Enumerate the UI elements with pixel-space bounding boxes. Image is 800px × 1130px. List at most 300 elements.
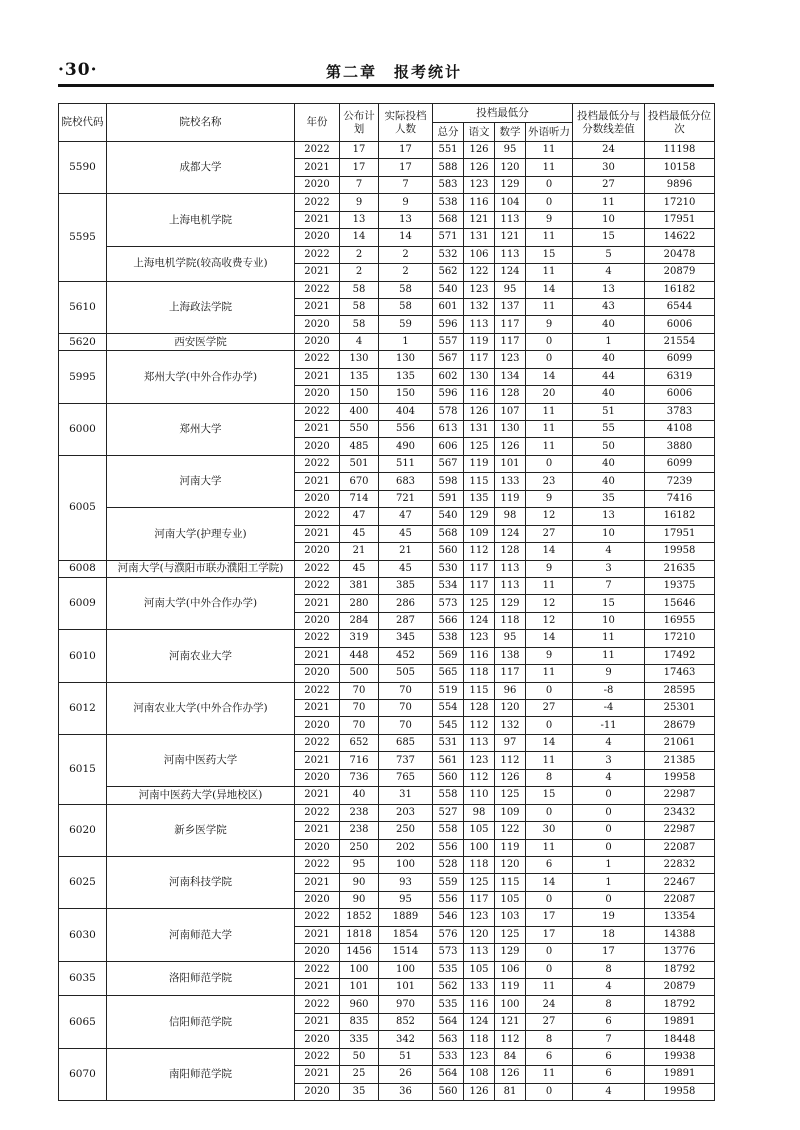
plan-cell: 960 xyxy=(340,996,379,1013)
total-cell: 566 xyxy=(433,612,464,629)
math-cell: 95 xyxy=(495,630,526,647)
chinese-cell: 119 xyxy=(464,333,495,350)
year-cell: 2020 xyxy=(295,1031,340,1048)
school-name-cell: 河南大学(与濮阳市联办濮阳工学院) xyxy=(107,560,295,577)
plan-cell: 714 xyxy=(340,490,379,507)
year-cell: 2020 xyxy=(295,891,340,908)
enrolled-cell: 1854 xyxy=(379,926,433,943)
total-cell: 563 xyxy=(433,1031,464,1048)
year-cell: 2022 xyxy=(295,560,340,577)
rank-cell: 6006 xyxy=(645,386,715,403)
diff-cell: 8 xyxy=(573,961,645,978)
school-code-cell: 6012 xyxy=(59,682,107,734)
plan-cell: 135 xyxy=(340,368,379,385)
total-cell: 540 xyxy=(433,508,464,525)
listening-cell: 12 xyxy=(526,595,573,612)
rank-cell: 6099 xyxy=(645,455,715,472)
page-header xyxy=(58,60,714,82)
total-cell: 596 xyxy=(433,316,464,333)
rank-cell: 6099 xyxy=(645,351,715,368)
plan-cell: 238 xyxy=(340,822,379,839)
listening-cell: 14 xyxy=(526,734,573,751)
listening-cell: 17 xyxy=(526,926,573,943)
school-name-cell: 南阳师范学院 xyxy=(107,1048,295,1100)
chinese-cell: 131 xyxy=(464,421,495,438)
table-row xyxy=(59,787,715,804)
rank-cell: 20478 xyxy=(645,246,715,263)
diff-cell: -11 xyxy=(573,717,645,734)
plan-cell: 319 xyxy=(340,630,379,647)
listening-cell: 11 xyxy=(526,229,573,246)
chinese-cell: 125 xyxy=(464,438,495,455)
col-header-name: 院校名称 xyxy=(107,104,295,142)
year-cell: 2022 xyxy=(295,455,340,472)
total-cell: 601 xyxy=(433,298,464,315)
diff-cell: 11 xyxy=(573,194,645,211)
plan-cell: 1852 xyxy=(340,909,379,926)
enrolled-cell: 737 xyxy=(379,752,433,769)
chinese-cell: 116 xyxy=(464,386,495,403)
col-header-total: 总分 xyxy=(433,123,464,142)
listening-cell: 27 xyxy=(526,525,573,542)
math-cell: 109 xyxy=(495,804,526,821)
total-cell: 591 xyxy=(433,490,464,507)
listening-cell: 0 xyxy=(526,194,573,211)
math-cell: 124 xyxy=(495,264,526,281)
enrolled-cell: 130 xyxy=(379,351,433,368)
math-cell: 130 xyxy=(495,421,526,438)
diff-cell: 11 xyxy=(573,630,645,647)
plan-cell: 1818 xyxy=(340,926,379,943)
year-cell: 2021 xyxy=(295,421,340,438)
school-code-cell: 6009 xyxy=(59,577,107,629)
diff-cell: 3 xyxy=(573,752,645,769)
col-header-chinese: 语文 xyxy=(464,123,495,142)
year-cell: 2020 xyxy=(295,386,340,403)
plan-cell: 70 xyxy=(340,682,379,699)
enrolled-cell: 58 xyxy=(379,298,433,315)
table-row xyxy=(59,333,715,350)
plan-cell: 335 xyxy=(340,1031,379,1048)
chinese-cell: 115 xyxy=(464,682,495,699)
rank-cell: 25301 xyxy=(645,700,715,717)
plan-cell: 70 xyxy=(340,700,379,717)
math-cell: 117 xyxy=(495,333,526,350)
diff-cell: 8 xyxy=(573,996,645,1013)
diff-cell: 18 xyxy=(573,926,645,943)
diff-cell: 11 xyxy=(573,647,645,664)
total-cell: 588 xyxy=(433,159,464,176)
school-code-cell: 6030 xyxy=(59,909,107,961)
year-cell: 2020 xyxy=(295,176,340,193)
total-cell: 561 xyxy=(433,752,464,769)
table-row xyxy=(59,577,715,594)
chinese-cell: 116 xyxy=(464,647,495,664)
listening-cell: 0 xyxy=(526,1083,573,1100)
diff-cell: 51 xyxy=(573,403,645,420)
math-cell: 97 xyxy=(495,734,526,751)
chinese-cell: 105 xyxy=(464,961,495,978)
year-cell: 2022 xyxy=(295,403,340,420)
enrolled-cell: 2 xyxy=(379,264,433,281)
table-row xyxy=(59,856,715,873)
chinese-cell: 123 xyxy=(464,909,495,926)
plan-cell: 736 xyxy=(340,769,379,786)
rank-cell: 19891 xyxy=(645,1066,715,1083)
school-code-cell: 6008 xyxy=(59,560,107,577)
enrolled-cell: 852 xyxy=(379,1013,433,1030)
year-cell: 2022 xyxy=(295,577,340,594)
plan-cell: 45 xyxy=(340,525,379,542)
plan-cell: 284 xyxy=(340,612,379,629)
chinese-cell: 98 xyxy=(464,804,495,821)
listening-cell: 8 xyxy=(526,1031,573,1048)
listening-cell: 0 xyxy=(526,682,573,699)
listening-cell: 0 xyxy=(526,804,573,821)
total-cell: 564 xyxy=(433,1066,464,1083)
table-row xyxy=(59,194,715,211)
col-header-code: 院校代码 xyxy=(59,104,107,142)
year-cell: 2020 xyxy=(295,490,340,507)
math-cell: 113 xyxy=(495,560,526,577)
plan-cell: 13 xyxy=(340,211,379,228)
diff-cell: 40 xyxy=(573,473,645,490)
math-cell: 122 xyxy=(495,822,526,839)
rank-cell: 19938 xyxy=(645,1048,715,1065)
rank-cell: 16182 xyxy=(645,508,715,525)
enrolled-cell: 135 xyxy=(379,368,433,385)
year-cell: 2020 xyxy=(295,229,340,246)
listening-cell: 0 xyxy=(526,891,573,908)
math-cell: 137 xyxy=(495,298,526,315)
listening-cell: 12 xyxy=(526,508,573,525)
chinese-cell: 126 xyxy=(464,159,495,176)
enrolled-cell: 95 xyxy=(379,891,433,908)
year-cell: 2022 xyxy=(295,246,340,263)
school-code-cell: 5610 xyxy=(59,281,107,333)
enrolled-cell: 36 xyxy=(379,1083,433,1100)
total-cell: 558 xyxy=(433,787,464,804)
enrolled-cell: 342 xyxy=(379,1031,433,1048)
diff-cell: 30 xyxy=(573,159,645,176)
enrolled-cell: 101 xyxy=(379,979,433,996)
total-cell: 606 xyxy=(433,438,464,455)
chinese-cell: 116 xyxy=(464,194,495,211)
enrolled-cell: 250 xyxy=(379,822,433,839)
listening-cell: 0 xyxy=(526,961,573,978)
rank-cell: 19891 xyxy=(645,1013,715,1030)
math-cell: 95 xyxy=(495,142,526,159)
year-cell: 2021 xyxy=(295,822,340,839)
total-cell: 545 xyxy=(433,717,464,734)
rank-cell: 20879 xyxy=(645,264,715,281)
chinese-cell: 124 xyxy=(464,612,495,629)
rank-cell: 6544 xyxy=(645,298,715,315)
math-cell: 104 xyxy=(495,194,526,211)
enrolled-cell: 511 xyxy=(379,455,433,472)
chinese-cell: 126 xyxy=(464,142,495,159)
diff-cell: 17 xyxy=(573,944,645,961)
enrolled-cell: 100 xyxy=(379,961,433,978)
school-code-cell: 6025 xyxy=(59,856,107,908)
school-name-cell: 上海电机学院 xyxy=(107,194,295,246)
rank-cell: 15646 xyxy=(645,595,715,612)
chinese-cell: 112 xyxy=(464,717,495,734)
school-name-cell: 河南大学(护理专业) xyxy=(107,508,295,560)
listening-cell: 0 xyxy=(526,944,573,961)
plan-cell: 35 xyxy=(340,1083,379,1100)
math-cell: 112 xyxy=(495,1031,526,1048)
diff-cell: -4 xyxy=(573,700,645,717)
total-cell: 556 xyxy=(433,891,464,908)
diff-cell: 40 xyxy=(573,455,645,472)
enrolled-cell: 404 xyxy=(379,403,433,420)
table-row xyxy=(59,734,715,751)
diff-cell: 0 xyxy=(573,804,645,821)
chinese-cell: 106 xyxy=(464,246,495,263)
chinese-cell: 123 xyxy=(464,281,495,298)
diff-cell: 15 xyxy=(573,595,645,612)
listening-cell: 0 xyxy=(526,455,573,472)
rank-cell: 21635 xyxy=(645,560,715,577)
plan-cell: 250 xyxy=(340,839,379,856)
total-cell: 576 xyxy=(433,926,464,943)
school-name-cell: 西安医学院 xyxy=(107,333,295,350)
enrolled-cell: 70 xyxy=(379,682,433,699)
year-cell: 2021 xyxy=(295,159,340,176)
year-cell: 2021 xyxy=(295,473,340,490)
rank-cell: 4108 xyxy=(645,421,715,438)
plan-cell: 501 xyxy=(340,455,379,472)
listening-cell: 0 xyxy=(526,176,573,193)
chinese-cell: 132 xyxy=(464,298,495,315)
table-row xyxy=(59,281,715,298)
rank-cell: 21554 xyxy=(645,333,715,350)
diff-cell: 44 xyxy=(573,368,645,385)
rank-cell: 16955 xyxy=(645,612,715,629)
enrolled-cell: 286 xyxy=(379,595,433,612)
school-code-cell: 6000 xyxy=(59,403,107,455)
math-cell: 129 xyxy=(495,176,526,193)
rank-cell: 22087 xyxy=(645,891,715,908)
chinese-cell: 112 xyxy=(464,769,495,786)
total-cell: 528 xyxy=(433,856,464,873)
rank-cell: 21385 xyxy=(645,752,715,769)
plan-cell: 550 xyxy=(340,421,379,438)
plan-cell: 50 xyxy=(340,1048,379,1065)
chinese-cell: 133 xyxy=(464,979,495,996)
diff-cell: 5 xyxy=(573,246,645,263)
header-rule xyxy=(58,84,714,87)
listening-cell: 11 xyxy=(526,159,573,176)
chinese-cell: 116 xyxy=(464,996,495,1013)
enrolled-cell: 45 xyxy=(379,525,433,542)
chinese-cell: 109 xyxy=(464,525,495,542)
diff-cell: 40 xyxy=(573,351,645,368)
listening-cell: 9 xyxy=(526,490,573,507)
diff-cell: 3 xyxy=(573,560,645,577)
table-row xyxy=(59,351,715,368)
rank-cell: 21061 xyxy=(645,734,715,751)
school-name-cell: 新乡医学院 xyxy=(107,804,295,856)
listening-cell: 27 xyxy=(526,700,573,717)
math-cell: 117 xyxy=(495,316,526,333)
school-code-cell: 5620 xyxy=(59,333,107,350)
page-number: ·30· xyxy=(58,60,98,80)
school-code-cell: 6005 xyxy=(59,455,107,560)
math-cell: 134 xyxy=(495,368,526,385)
col-header-listening: 外语听力 xyxy=(526,123,573,142)
table-row xyxy=(59,961,715,978)
listening-cell: 15 xyxy=(526,787,573,804)
plan-cell: 4 xyxy=(340,333,379,350)
math-cell: 119 xyxy=(495,979,526,996)
math-cell: 115 xyxy=(495,874,526,891)
math-cell: 113 xyxy=(495,246,526,263)
rank-cell: 18792 xyxy=(645,996,715,1013)
total-cell: 546 xyxy=(433,909,464,926)
year-cell: 2022 xyxy=(295,909,340,926)
diff-cell: 6 xyxy=(573,1013,645,1030)
plan-cell: 130 xyxy=(340,351,379,368)
chinese-cell: 105 xyxy=(464,822,495,839)
enrolled-cell: 765 xyxy=(379,769,433,786)
school-name-cell: 郑州大学 xyxy=(107,403,295,455)
diff-cell: 24 xyxy=(573,142,645,159)
listening-cell: 0 xyxy=(526,351,573,368)
total-cell: 533 xyxy=(433,1048,464,1065)
listening-cell: 11 xyxy=(526,142,573,159)
math-cell: 103 xyxy=(495,909,526,926)
plan-cell: 835 xyxy=(340,1013,379,1030)
school-name-cell: 河南中医药大学(异地校区) xyxy=(107,787,295,804)
rank-cell: 19958 xyxy=(645,769,715,786)
listening-cell: 9 xyxy=(526,316,573,333)
year-cell: 2020 xyxy=(295,717,340,734)
enrolled-cell: 385 xyxy=(379,577,433,594)
rank-cell: 17210 xyxy=(645,630,715,647)
plan-cell: 485 xyxy=(340,438,379,455)
rank-cell: 17492 xyxy=(645,647,715,664)
listening-cell: 14 xyxy=(526,543,573,560)
school-name-cell: 成都大学 xyxy=(107,142,295,194)
year-cell: 2020 xyxy=(295,944,340,961)
math-cell: 101 xyxy=(495,455,526,472)
year-cell: 2020 xyxy=(295,333,340,350)
col-header-year: 年份 xyxy=(295,104,340,142)
col-header-plan: 公布计划 xyxy=(340,104,379,142)
year-cell: 2020 xyxy=(295,612,340,629)
rank-cell: 14388 xyxy=(645,926,715,943)
plan-cell: 238 xyxy=(340,804,379,821)
total-cell: 560 xyxy=(433,543,464,560)
col-header-math: 数学 xyxy=(495,123,526,142)
header-row xyxy=(59,104,715,123)
table-row xyxy=(59,1048,715,1065)
chinese-cell: 126 xyxy=(464,403,495,420)
chinese-cell: 128 xyxy=(464,700,495,717)
year-cell: 2021 xyxy=(295,787,340,804)
listening-cell: 15 xyxy=(526,246,573,263)
diff-cell: 27 xyxy=(573,176,645,193)
listening-cell: 11 xyxy=(526,403,573,420)
enrolled-cell: 47 xyxy=(379,508,433,525)
chinese-cell: 121 xyxy=(464,211,495,228)
diff-cell: 1 xyxy=(573,333,645,350)
enrolled-cell: 93 xyxy=(379,874,433,891)
plan-cell: 101 xyxy=(340,979,379,996)
total-cell: 560 xyxy=(433,1083,464,1100)
school-code-cell: 5995 xyxy=(59,351,107,403)
total-cell: 534 xyxy=(433,577,464,594)
diff-cell: 0 xyxy=(573,787,645,804)
math-cell: 126 xyxy=(495,1066,526,1083)
rank-cell: 13776 xyxy=(645,944,715,961)
school-name-cell: 郑州大学(中外合作办学) xyxy=(107,351,295,403)
diff-cell: 19 xyxy=(573,909,645,926)
chinese-cell: 135 xyxy=(464,490,495,507)
total-cell: 568 xyxy=(433,525,464,542)
rank-cell: 16182 xyxy=(645,281,715,298)
col-header-diff: 投档最低分与分数线差值 xyxy=(573,104,645,142)
math-cell: 96 xyxy=(495,682,526,699)
chinese-cell: 123 xyxy=(464,630,495,647)
plan-cell: 381 xyxy=(340,577,379,594)
listening-cell: 30 xyxy=(526,822,573,839)
enrolled-cell: 70 xyxy=(379,717,433,734)
diff-cell: 0 xyxy=(573,822,645,839)
plan-cell: 9 xyxy=(340,194,379,211)
listening-cell: 11 xyxy=(526,264,573,281)
plan-cell: 400 xyxy=(340,403,379,420)
plan-cell: 670 xyxy=(340,473,379,490)
year-cell: 2021 xyxy=(295,1013,340,1030)
listening-cell: 11 xyxy=(526,438,573,455)
total-cell: 535 xyxy=(433,996,464,1013)
chinese-cell: 108 xyxy=(464,1066,495,1083)
enrolled-cell: 31 xyxy=(379,787,433,804)
enrolled-cell: 59 xyxy=(379,316,433,333)
listening-cell: 17 xyxy=(526,909,573,926)
table-row xyxy=(59,246,715,263)
school-code-cell: 6020 xyxy=(59,804,107,856)
year-cell: 2021 xyxy=(295,264,340,281)
plan-cell: 448 xyxy=(340,647,379,664)
year-cell: 2022 xyxy=(295,961,340,978)
diff-cell: 0 xyxy=(573,839,645,856)
table-row xyxy=(59,996,715,1013)
listening-cell: 24 xyxy=(526,996,573,1013)
chinese-cell: 129 xyxy=(464,508,495,525)
math-cell: 95 xyxy=(495,281,526,298)
enrolled-cell: 14 xyxy=(379,229,433,246)
table-row xyxy=(59,909,715,926)
total-cell: 562 xyxy=(433,264,464,281)
math-cell: 128 xyxy=(495,386,526,403)
math-cell: 105 xyxy=(495,891,526,908)
diff-cell: 4 xyxy=(573,734,645,751)
year-cell: 2022 xyxy=(295,734,340,751)
total-cell: 568 xyxy=(433,211,464,228)
total-cell: 530 xyxy=(433,560,464,577)
rank-cell: 22087 xyxy=(645,839,715,856)
table-row xyxy=(59,403,715,420)
listening-cell: 14 xyxy=(526,281,573,298)
math-cell: 132 xyxy=(495,717,526,734)
total-cell: 558 xyxy=(433,822,464,839)
math-cell: 107 xyxy=(495,403,526,420)
math-cell: 100 xyxy=(495,996,526,1013)
